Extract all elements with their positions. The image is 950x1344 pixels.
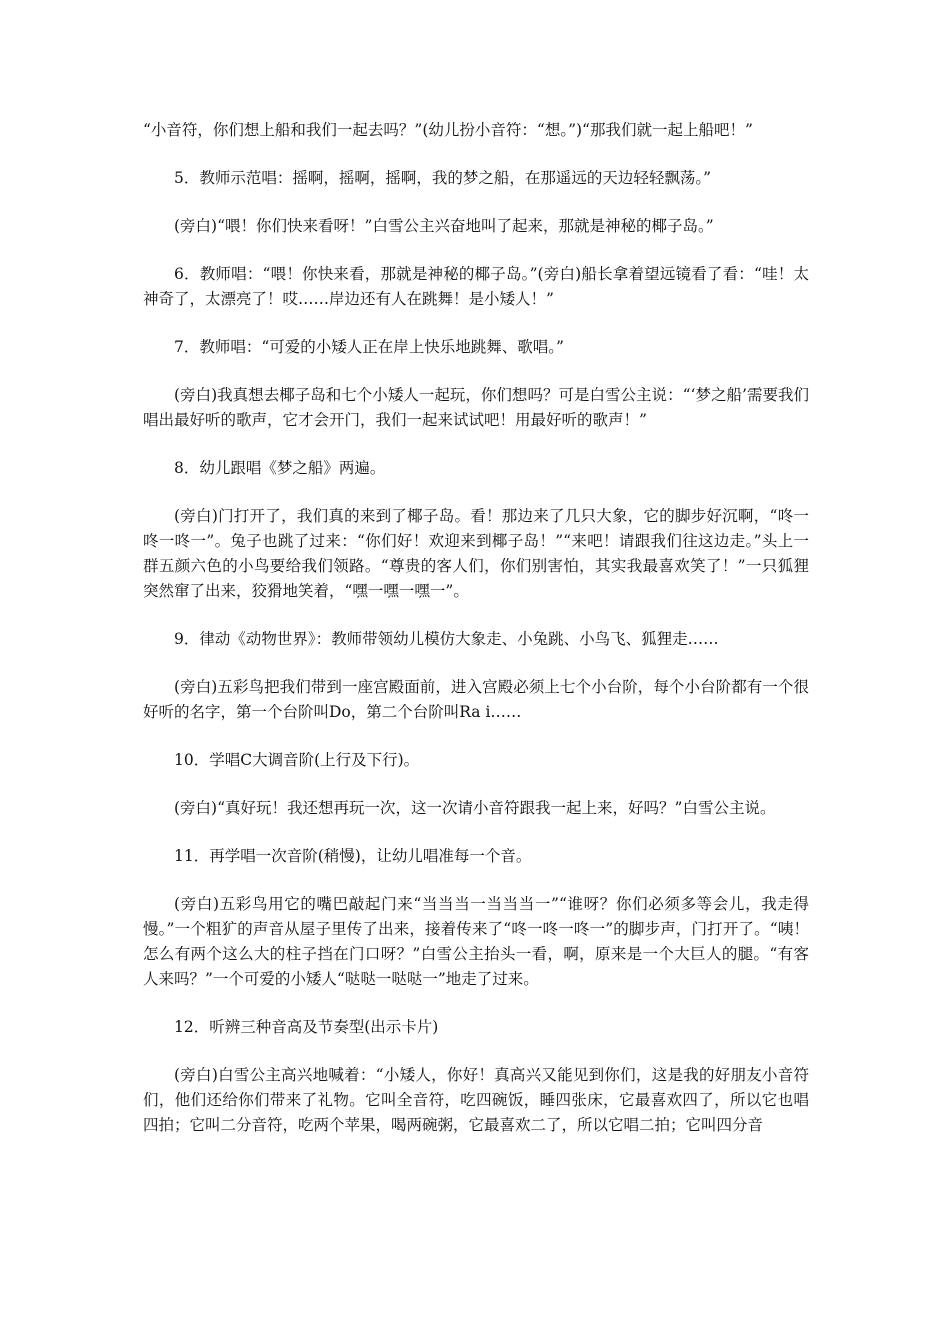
paragraph-narration: (旁白)五彩鸟把我们带到一座宫殿面前，进入宫殿必须上七个小台阶，每个小台阶都有一个很好听的名字，第一个台阶叫Do，第二个台阶叫Ra i…… xyxy=(143,678,809,721)
paragraph-step-11: 11．再学唱一次音阶(稍慢)，让幼儿唱准每一个音。 xyxy=(174,847,532,865)
paragraph-step-12: 12．听辨三种音高及节奏型(出示卡片) xyxy=(174,1018,439,1036)
paragraph-narration: (旁白)我真想去椰子岛和七个小矮人一起玩，你们想吗？可是白雪公主说：“‘梦之船’需要我们唱出最好听的歌声，它才会开门，我们一起来试试吧！用最好听的歌声！” xyxy=(143,386,809,429)
paragraph-intro: “小音符，你们想上船和我们一起去吗？”(幼儿扮小音符：“想。”)“那我们就一起上船吧！” xyxy=(143,121,753,139)
paragraph-step-6: 6．教师唱：“喂！你快来看，那就是神秘的椰子岛。”(旁白)船长拿着望远镜看了看：“哇！太神奇了，太漂亮了！哎……岸边还有人在跳舞！是小矮人！” xyxy=(143,265,809,308)
paragraph-step-7: 7．教师唱：“可爱的小矮人正在岸上快乐地跳舞、歌唱。” xyxy=(174,338,564,356)
paragraph-step-5: 5．教师示范唱：摇啊，摇啊，摇啊，我的梦之船，在那遥远的天边轻轻飘荡。” xyxy=(174,169,712,187)
paragraph-narration: (旁白)“喂！你们快来看呀！”白雪公主兴奋地叫了起来，那就是神秘的椰子岛。” xyxy=(174,217,714,235)
paragraph-step-10: 10．学唱C大调音阶(上行及下行)。 xyxy=(174,751,420,769)
paragraph-narration: (旁白)白雪公主高兴地喊着：“小矮人，你好！真高兴又能见到你们，这是我的好朋友小音符们，他们还给你们带来了礼物。它叫全音符，吃四碗饭，睡四张床，它最喜欢四了，所以它也唱四拍；它叫二分音符，吃两个苹果，喝两碗粥，它最喜欢二了，所以它唱二拍；它叫四分音 xyxy=(143,1066,809,1134)
paragraph-step-8: 8．幼儿跟唱《梦之船》两遍。 xyxy=(174,459,386,477)
paragraph-step-9: 9．律动《动物世界》：教师带领幼儿模仿大象走、小兔跳、小鸟飞、狐狸走…… xyxy=(174,630,719,648)
paragraph-narration: (旁白)门打开了，我们真的来到了椰子岛。看！那边来了几只大象，它的脚步好沉啊，“咚一咚一咚一”。兔子也跳了过来：“你们好！欢迎来到椰子岛！”“来吧！请跟我们往这边走。”头上一群五颜六色的小鸟要给我们领路。“尊贵的客人们，你们别害怕，其实我最喜欢笑了！”一只狐狸突然窜了出来，狡猾地笑着，“嘿一嘿一嘿一”。 xyxy=(143,507,809,600)
document-body xyxy=(143,118,809,1161)
paragraph-narration: (旁白)五彩鸟用它的嘴巴敲起门来“当当当一当当当一”“谁呀？你们必须多等会儿，我走得慢。”一个粗犷的声音从屋子里传了出来，接着传来了“咚一咚一咚一”的脚步声，门打开了。“咦！怎么有两个这么大的柱子挡在门口呀？”白雪公主抬头一看，啊，原来是一个大巨人的腿。“有客人来吗？”一个可爱的小矮人“哒哒一哒哒一”地走了过来。 xyxy=(143,895,809,988)
paragraph-narration: (旁白)“真好玩！我还想再玩一次，这一次请小音符跟我一起上来，好吗？”白雪公主说。 xyxy=(174,799,776,817)
